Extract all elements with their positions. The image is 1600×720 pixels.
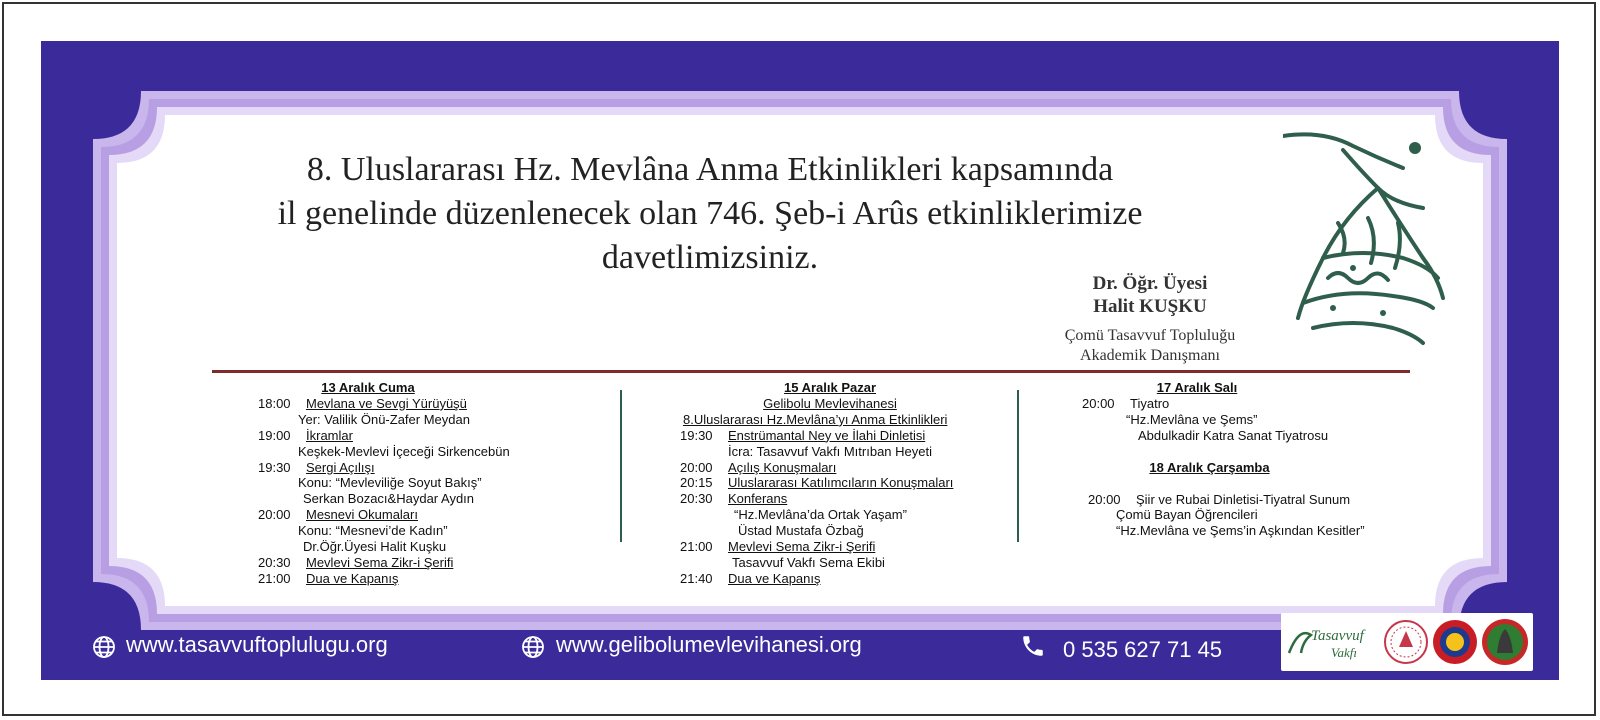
event-time: 20:15	[680, 475, 713, 491]
day-heading: 13 Aralık Cuma	[321, 380, 415, 395]
event-detail: Keşkek-Mevlevi İçeceği Sirkencebün	[298, 443, 510, 459]
event-title: Sergi Açılışı	[306, 459, 375, 475]
event-time: 19:30	[258, 459, 291, 475]
schedule-day-15	[680, 380, 1000, 587]
event-time: 20:30	[258, 554, 291, 570]
website-link-2[interactable]: www.gelibolumevlevihanesi.org	[556, 632, 862, 657]
whirling-dervish-calligraphy-icon	[1283, 128, 1453, 358]
logo-strip-graphics	[1281, 613, 1533, 671]
event-time: 18:00	[258, 395, 291, 411]
red-emblem-logo-icon	[1433, 620, 1477, 664]
event-detail: Çomü Bayan Öğrencileri	[1116, 507, 1258, 523]
phone-icon	[1020, 633, 1046, 659]
event-title: Açılış Konuşmaları	[728, 459, 837, 475]
website-link-1[interactable]: www.tasavvuftoplulugu.org	[126, 632, 388, 657]
event-row	[680, 428, 1000, 444]
schedule-day-13	[258, 380, 558, 587]
signature-name: Halit KUŞKU	[1093, 296, 1207, 317]
phone-number[interactable]: 0 535 627 71 45	[1063, 637, 1223, 662]
event-row	[1082, 396, 1412, 412]
green-emblem-logo-icon	[1482, 619, 1528, 665]
event-detail: İcra: Tasavvuf Vakfı Mıtrıban Heyeti	[728, 443, 932, 459]
event-row	[680, 460, 1000, 476]
event-subtitle: 8.Uluslararası Hz.Mevlâna’yı Anma Etkinlikleri	[683, 411, 948, 427]
logo-strip	[1281, 613, 1533, 671]
event-time: 20:30	[680, 491, 713, 507]
day-heading: 18 Aralık Çarşamba	[1149, 459, 1270, 475]
schedule-day-17-18	[1082, 380, 1412, 539]
event-row	[258, 396, 558, 412]
event-row	[258, 428, 558, 444]
day-heading: 17 Aralık Salı	[1156, 380, 1238, 395]
tasavvuf-vakfi-logo-icon	[1289, 628, 1366, 660]
event-detail: Dr.Öğr.Üyesi Halit Kuşku	[303, 539, 447, 555]
event-time: 20:00	[258, 507, 291, 523]
event-detail: Konu: “Mesnevi’de Kadın”	[298, 523, 448, 539]
event-row	[258, 571, 558, 587]
globe-icon	[521, 635, 545, 659]
ministry-logo-icon	[1385, 621, 1427, 663]
event-time: 20:00	[1082, 395, 1115, 411]
event-time: 20:00	[680, 459, 713, 475]
event-time: 21:00	[258, 570, 291, 586]
event-detail: Abdulkadir Katra Sanat Tiyatrosu	[1138, 427, 1329, 443]
signature-block	[1010, 272, 1290, 366]
event-title: Enstrümantal Ney ve İlahi Dinletisi	[728, 427, 926, 443]
event-title: Dua ve Kapanış	[728, 570, 821, 586]
event-row	[258, 507, 558, 523]
event-title: Tiyatro	[1130, 395, 1170, 411]
event-title: Mesnevi Okumaları	[306, 507, 418, 523]
event-time: 21:00	[680, 539, 713, 555]
horizontal-divider	[212, 370, 1410, 373]
event-title: İkramlar	[306, 427, 353, 443]
title-line-2: il genelinde düzenlenecek olan 746. Şeb-i Arûs etkinliklerimize	[277, 195, 1143, 232]
signature-org-line2: Akademik Danışmanı	[1080, 347, 1220, 364]
signature-title: Dr. Öğr. Üyesi	[1092, 273, 1208, 294]
event-row	[1082, 492, 1412, 508]
event-row	[680, 539, 1000, 555]
event-detail: Tasavvuf Vakfı Sema Ekibi	[732, 554, 885, 570]
signature-org-line1: Çomü Tasavvuf Topluluğu	[1064, 327, 1236, 344]
event-time: 19:30	[680, 427, 713, 443]
event-title: Uluslararası Katılımcıların Konuşmaları	[728, 475, 954, 491]
venue-name: Gelibolu Mevlevihanesi	[763, 395, 897, 411]
logo-text-vakfi: Vakfı	[1331, 645, 1357, 660]
title-line-1: 8. Uluslararası Hz. Mevlâna Anma Etkinlikleri kapsamında	[306, 151, 1114, 188]
event-title: Mevlevi Sema Zikr-i Şerifi	[306, 554, 454, 570]
event-detail: “Hz.Mevlâna’da Ortak Yaşam”	[734, 507, 907, 523]
event-title: Konferans	[728, 491, 788, 507]
column-divider	[620, 390, 622, 542]
event-row	[680, 571, 1000, 587]
event-row	[258, 460, 558, 476]
event-detail: Üstad Mustafa Özbağ	[738, 523, 864, 539]
event-title: Şiir ve Rubai Dinletisi-Tiyatral Sunum	[1136, 491, 1351, 507]
event-time: 20:00	[1088, 491, 1121, 507]
event-row	[258, 555, 558, 571]
event-row	[680, 491, 1000, 507]
invitation-title	[150, 148, 1270, 280]
event-detail: Serkan Bozacı&Haydar Aydın	[303, 491, 475, 507]
day-heading: 15 Aralık Pazar	[783, 380, 877, 395]
event-detail: Yer: Valilik Önü-Zafer Meydan	[298, 411, 470, 427]
event-detail: “Hz.Mevlâna ve Şems”	[1126, 411, 1258, 427]
signature-org	[1010, 326, 1290, 366]
globe-icon	[92, 635, 116, 659]
event-title: Mevlevi Sema Zikr-i Şerifi	[728, 539, 876, 555]
event-detail: “Hz.Mevlâna ve Şems’in Aşkından Kesitler”	[1116, 523, 1365, 539]
column-divider	[1017, 390, 1019, 542]
event-time: 19:00	[258, 427, 291, 443]
event-title: Mevlana ve Sevgi Yürüyüşü	[306, 395, 467, 411]
event-time: 21:40	[680, 570, 713, 586]
event-row	[680, 475, 1000, 491]
logo-text-tasavvuf: Tasavvuf	[1311, 628, 1364, 644]
event-title: Dua ve Kapanış	[306, 570, 399, 586]
event-detail: Konu: “Mevleviliğe Soyut Bakış”	[298, 475, 482, 491]
title-line-3: davetlimizsiniz.	[601, 239, 819, 276]
